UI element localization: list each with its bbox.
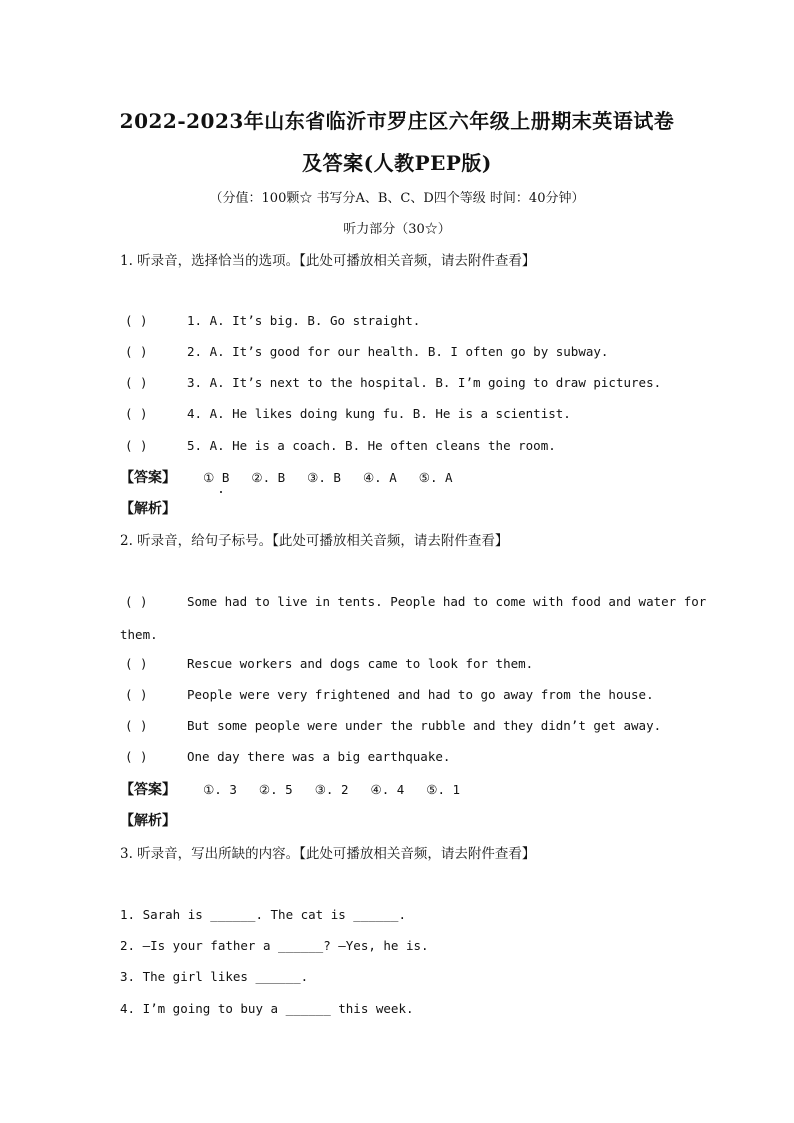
sentence-row: [125, 594, 706, 609]
section1-heading: 1. 听录音，选择恰当的选项。【此处可播放相关音频，请去附件查看】: [120, 253, 536, 269]
answer-item: ①. 3: [203, 782, 237, 797]
answer-line: [120, 467, 475, 487]
answer-paren: ( ): [125, 313, 148, 328]
sentence-row: [125, 749, 450, 764]
answer-item: ②. B: [251, 470, 286, 485]
answer-list: [203, 470, 474, 485]
sentence-continuation: them.: [120, 627, 158, 642]
question-row: [125, 406, 571, 421]
answer-label: 【答案】: [120, 470, 176, 486]
fill-blank-row: 1. Sarah is ______. The cat is ______.: [120, 907, 406, 922]
question-row: [125, 438, 556, 453]
fill-blank-row: 3. The girl likes ______.: [120, 969, 309, 984]
analysis-label: 【解析】: [120, 501, 176, 517]
answer-paren: ( ): [125, 344, 148, 359]
answer-paren: ( ): [125, 406, 148, 421]
question-row: [125, 375, 661, 390]
answer-item: ⑤. 1: [426, 782, 461, 797]
question-text: 5. A. He is a coach. B. He often cleans the room.: [187, 438, 556, 453]
sentence-text: People were very frightened and had to go away from the house.: [187, 687, 654, 702]
question-text: 3. A. It’s next to the hospital. B. I’m going to draw pictures.: [187, 375, 662, 390]
answer-paren: ( ): [125, 438, 148, 453]
question-text: 2. A. It’s good for our health. B. I often go by subway.: [187, 344, 609, 359]
answer-list: [203, 782, 482, 797]
answer-label: 【答案】: [120, 782, 176, 798]
sentence-row: [125, 687, 654, 702]
sentence-row: [125, 718, 661, 733]
answer-item: ③. 2: [314, 782, 349, 797]
question-row: [125, 344, 608, 359]
answer-item: ⑤. A: [418, 470, 453, 485]
answer-paren: ( ): [125, 594, 148, 609]
answer-paren: ( ): [125, 375, 148, 390]
score-info: （分值：100颗☆ 书写分A、B、C、D四个等级 时间：40分钟）: [209, 191, 585, 206]
answer-line: [120, 779, 482, 799]
question-text: 4. A. He likes doing kung fu. B. He is a scientist.: [187, 406, 571, 421]
answer-paren: ( ): [125, 718, 148, 733]
answer-item: ④. A: [362, 470, 397, 485]
sentence-row: [125, 656, 533, 671]
answer-item: ③. B: [307, 470, 341, 485]
fill-blank-row: 4. I’m going to buy a ______ this week.: [120, 1001, 414, 1016]
sentence-text: Rescue workers and dogs came to look for them.: [187, 656, 534, 671]
answer-item: ④. 4: [370, 782, 405, 797]
document-title-line2: 及答案(人教PEP版): [302, 151, 492, 175]
sentence-text: But some people were under the rubble and they didn’t get away.: [187, 718, 662, 733]
answer-item: ① B: [203, 470, 230, 485]
analysis-label: 【解析】: [120, 813, 176, 829]
question-text: 1. A. It’s big. B. Go straight.: [187, 313, 421, 328]
question-row: [125, 313, 420, 328]
section2-heading: 2. 听录音，给句子标号。【此处可播放相关音频，请去附件查看】: [120, 533, 509, 549]
sentence-text: Some had to live in tents. People had to come with food and water for: [187, 594, 707, 609]
stray-dot: [220, 491, 222, 493]
document-title-line1: 2022-2023年山东省临沂市罗庄区六年级上册期末英语试卷: [119, 109, 675, 133]
fill-blank-row: 2. —Is your father a ______? —Yes, he is.: [120, 938, 429, 953]
answer-paren: ( ): [125, 749, 148, 764]
sentence-text: One day there was a big earthquake.: [187, 749, 451, 764]
answer-paren: ( ): [125, 656, 148, 671]
section3-heading: 3. 听录音，写出所缺的内容。【此处可播放相关音频，请去附件查看】: [120, 846, 536, 862]
listening-header: 听力部分（30☆）: [343, 222, 451, 237]
answer-paren: ( ): [125, 687, 148, 702]
answer-item: ②. 5: [258, 782, 293, 797]
